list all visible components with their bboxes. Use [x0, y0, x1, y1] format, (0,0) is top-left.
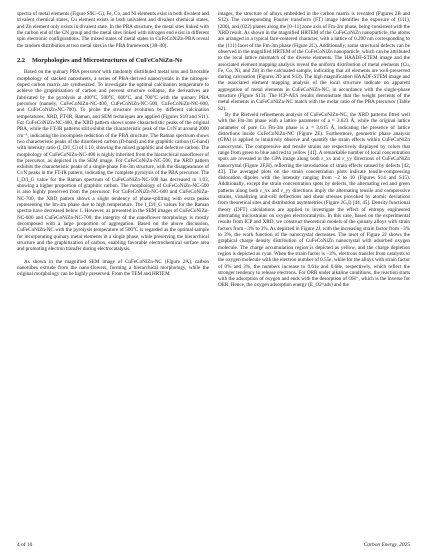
right-column: [218, 11, 410, 289]
page-footer: [17, 541, 410, 549]
body-paragraph: Based on the quinary PBA precursor with randomly distributed metal ions and favorable morphology of stacked nanosheets, a series of PBA-derived nanocrystals in the nitrogen-doped carbon matrix are synthesized. To investigate the optimal calcination temperature to achieve the graphitization of carbon and prevent structure collapse, the derivatives are fabricated by the pyrolysis at 400°C, 500°C, 600°C, and 700°C with the quinary PBA precursor (namely, CuFeCoNiZn-NC-400, CuFeCoNiZn-NC-500, CuFeCoNiZn-NC-600, and CuFeCoNiZn-NC-700). To probe the structure evolution by different calcination temperatures, XRD, FT-IR, Raman, and SEM techniques are applied (Figures S10 and S11). For CuFeCoNiZn-NC-400, the XRD pattern shows some characteristic peaks of the original PBA, while the FT-IR patterns still exhibit the characteristic peak of the C≡N at around 2000 cm⁻¹, indicating the incomplete reduction of the PBA structure. The Raman spectrum shows two characteristic peaks of the disordered carbon (D-band) and the graphitic carbon (G-band) with intensity ratio (I_D/I_G) of 1.10, showing the mixed graphitic and defective carbon. The morphology of CuFeCoNiZn-NC-400 is highly inherited from the hierarchical nanoflower of the precursor, as depicted in the SEM image. For CuFeCoNiZn-NC-500, the XRD pattern exhibits the characteristic peaks of a single-phase Fm-3m structure, with the disappearance of C≡N peaks in the FT-IR pattern, indicating the complete pyrolysis of the PBA precursor. The I_D/I_G value for the Raman spectrum of CuFeCoNiZn-NC-500 has decreased to 1.03, showing a higher proportion of graphitic carbon. The morphology of CuFeCoNiZn-NC-500 is also highly preserved from the precursor. For CuFeCoNiZn-NC-600 and CuFeCoNiZn-NC-700, the XRD pattern shows a slight tendency of phase-splitting with extra peaks representing the Im-3m phase due to high temperature. The I_D/I_G values for the Raman spectra have decreased below 1. However, as presented in the SEM images of CuFeCoNiZn-NC-600 and CuFeCoNiZn-NC-700, the integrity of the nanoflower morphology is mostly decomposed with a large proportion of aggregation. Based on the above discussion, CuFeCoNiZn-NC with the pyrolysis temperature of 500°C is regarded as the optimal sample for incorporating quinary metal elements in a single phase, while preserving the hierarchical structure and the graphitization of carbon, enabling favorable electrochemical surface area and promoting electron transfer during electrocatalysis.: [17, 69, 209, 253]
journal-name: Carbon Energy, 2025: [363, 542, 410, 548]
left-column: [17, 11, 209, 277]
body-paragraph: By the Rietveld refinements analysis of CuFeCoNiZn-NC, the XRD patterns fitted well with the Fm-3m phase with a lattice parameter of a = 3.623 Å, while the original lattice parameter of pure Cu Fm-3m phase is a = 3.615 Å, indicating the presence of lattice distortions inside CuFeCoNiZn-NC (Figure 2E). Furthermore, geometric phase analysis (GPA) is applied to intuitively observe and quantify the strain effects within CuFeCoNiZn nanocrystal. The compressive and tensile strains are respectively displayed by colors that range from green to blue and red to yellow [41]. A remarkable number of local concentration spots are revealed in the GPA image along both ε_xx and ε_yy directions of CuFeCoNiZn nanocrystal (Figure 2F,H), reflecting the introduction of strain effects caused by defects [42, 43]. The averaged plots on the strain concentration plots indicate tensile-compressing dislocation dipoles with the intensity ranging from −2 to 10 (Figures S14 and S15). Additionally, except the strain concentration spots by defects, the alternating red and green patterns along both ε_xx and ε_yy directions imply the alternating tensile and compressive strains, visualizing unit-cell deflections and shear stresses provoked by atomic deviations from theoretical sites and distribution asymmetries (Figure 2G,I) [44, 45]. Density functional theory (DFT) calculations are applied to investigate the effect of entropy engineered alternating microstrains on oxygen electrocatalysis. In this case, based on the experimental results from ICP and XRD, we construct theoretical models of the quinary alloys with strain factors from −3% to 3%. As depicted in Figure 2J, with the increasing strain factor from −3% to 3%, the work function of the nanocrystal decreases. The inset of Figure 2J shows the graphical charge density distribution of CuFeCoNiZn nanocrystal with adsorbed oxygen molecule. The charge accumulation region is depicted as yellow, and the charge depletion region is depicted as cyan. When the strain factor is −3%, electrons transfer from catalysts to the oxygen molecule with the electron number of 0.55e, while for the alloys with strain factor of 0% and 3%, the numbers increase to 0.61e and 0.68e, respectively, which reflect the stronger tendency to release electrons. For ORR under alkaline conditions, the reaction starts with the adsorption of oxygen and ends with the desorption of OH⁻, which is the inverse for OER. Hence, the oxygen adsorption energy (E_O2^ads) and the: [218, 112, 410, 289]
section-heading: [17, 57, 209, 65]
body-paragraph: spectra of metal elements (Figure S9C–G), Fe, Co, and Ni elements exist in both divalent and trivalent chemical states, Cu element exists in both univalent and divalent chemical states, and Zn element only exists in divalent state. In the PBA structure, the metal sites linked with the carbon end of the CN group and the metal sites linked with nitrogen end exist in different spin electronic configurations. The mixed states of metal states in CuFeCoNiZn-PBA reveal the random distribution at two metal sites in the PBA framework [38–40].: [17, 11, 209, 49]
body-paragraph: As shown in the magnified SEM image of CuFeCoNiZn-NC (Figure 2A), carbon nanotubes extrude from the nano-flowers, forming a hierarchical morphology, while the original morphology can be highly preserved. From the TEM and HRTEM: [17, 258, 209, 278]
page-number: 4 of 10: [17, 542, 33, 548]
section-title: Morphologies and Microstructures of CuFeCoNiZn-Ne: [32, 56, 183, 64]
section-number: 2.2: [17, 56, 25, 64]
body-paragraph: images, the structure of alloys embedded in the carbon matrix is revealed (Figures 2B and S12). The corresponding Fourier transform (FT) image identifies the exposure of (111), (200), and (022) planes along the [0–11] zone axis of Fm-3m phase, being consistent with the XRD result. As shown in the magnified HRTEM of the CuFeCoNiZn nanoparticle, the atoms are arranged in a typical face-centered character, with a lattice of 0.200 nm corresponding to the (111) facet of the Fm-3m phase (Figure 2C). Additionally, some structural defects can be observed in the magnified HRTEM of the CuFeCoNiZn nanoparticle, which can be attributed to the local lattice mismatch of the diverse elements. The HAADF-STEM image and the associated element mapping analysis reveal the uniform distribution of metal elements (Cu, Fe, Co, Ni, and Zn) in the calcinated sample, indicating that all elements are well-preserved during calcination (Figures 2D and S13). The high magnification HAADF-STEM image and the associated element mapping analysis of the local structure indicate no apparent aggregation of metal elements in CuFeCoNiZn-NC, in accordance with the single-phase structure (Figure S13). The ICP-AES results demonstrate that the weight percents of the metal elements in CuFeCoNiZn-NC match with the molar ratio of the PBA precursor (Table S2).: [218, 11, 410, 112]
